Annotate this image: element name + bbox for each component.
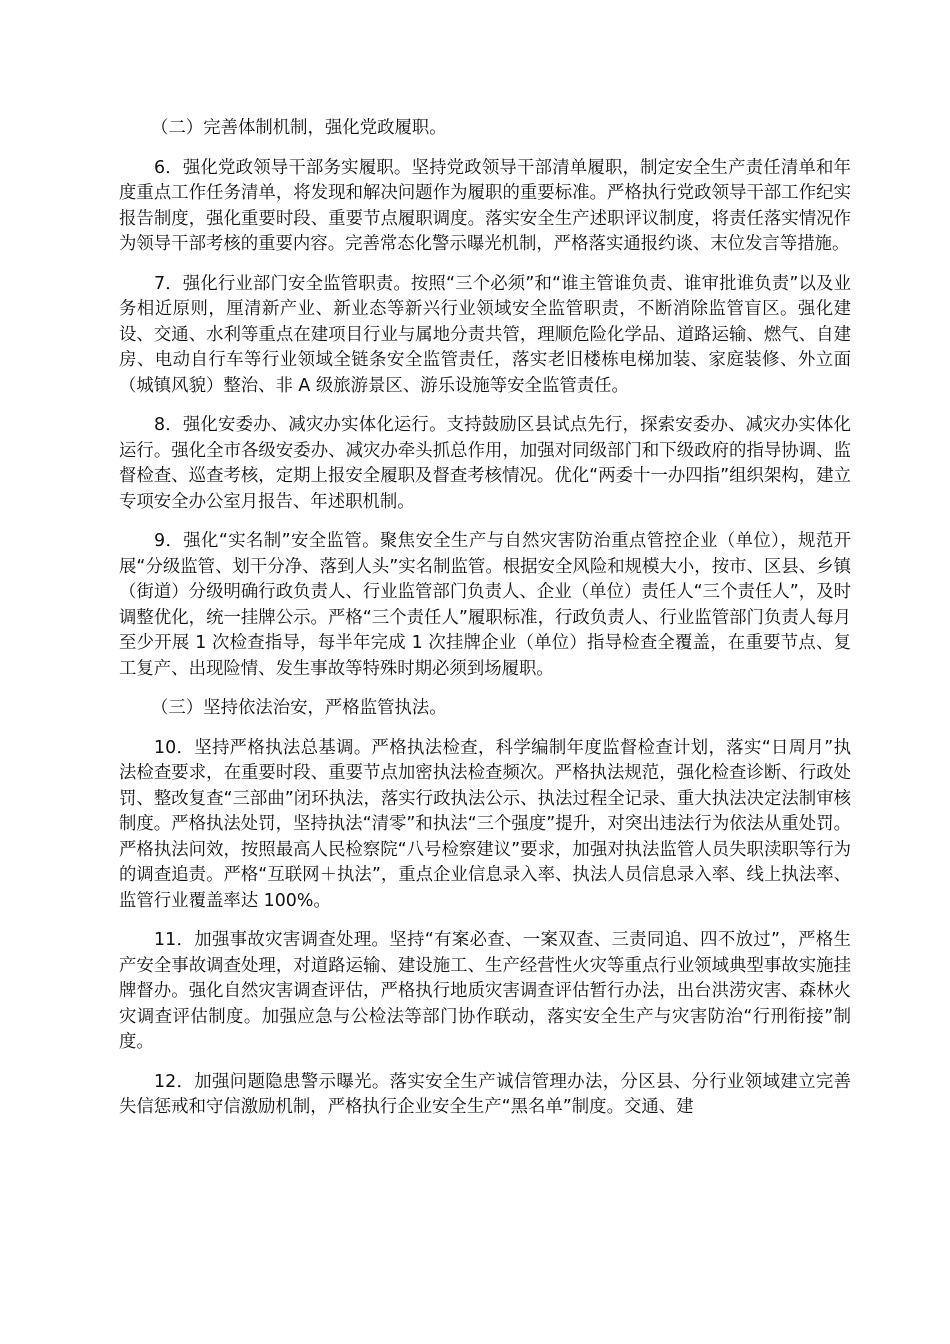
paragraph-8: 8．强化安委办、减灾办实体化运行。支持鼓励区县试点先行，探索安委办、减灾办实体化运行。强化全市各级安委办、减灾办牵头抓总作用，加强对同级部门和下级政府的指导协调、监督检查、巡查考核，定期上报安全履职及督查考核情况。优化“两委十一办四指”组织架构，建立专项安全办公室月报告、年述职机制。 — [119, 415, 851, 512]
paragraph-12: 12．加强问题隐患警示曝光。落实安全生产诚信管理办法，分区县、分行业领域建立完善失信惩戒和守信激励机制，严格执行企业安全生产“黑名单”制度。交通、建 — [119, 1071, 851, 1117]
paragraph-6: 6．强化党政领导干部务实履职。坚持党政领导干部清单履职，制定安全生产责任清单和年度重点工作任务清单，将发现和解决问题作为履职的重要标准。严格执行党政领导干部工作纪实报告制度，强化重要时段、重要节点履职调度。落实安全生产述职评议制度，将责任落实情况作为领导干部考核的重要内容。完善常态化警示曝光机制，严格落实通报约谈、末位发言等措施。 — [119, 157, 851, 254]
section-heading-2: （二）完善体制机制，强化党政履职。 — [151, 118, 447, 138]
paragraph-9: 9．强化“实名制”安全监管。聚焦安全生产与自然灾害防治重点管控企业（单位），规范开展“分级监管、划干分净、落到人头”实名制监管。根据安全风险和规模大小，按市、区县、乡镇（街道）分级明确行政负责人、行业监管部门负责人、企业（单位）责任人“三个责任人”，及时调整优化，统一挂牌公示。严格“三个责任人”履职标准，行政负责人、行业监管部门负责人每月至少开展 1 次检查指导，每半年完成 1 次挂牌企业（单位）指导检查全覆盖，在重要节点、复工复产、出现险情、发生事故等特殊时期必须到场履职。 — [119, 531, 851, 679]
document-page — [119, 116, 851, 1135]
paragraph-10: 10．坚持严格执法总基调。严格执法检查，科学编制年度监督检查计划，落实“日周月”执法检查要求，在重要时段、重要节点加密执法检查频次。严格执法规范，强化检查诊断、行政处罚、整改复查“三部曲”闭环执法，落实行政执法公示、执法过程全记录、重大执法决定法制审核制度。严格执法处罚，坚持执法“清零”和执法“三个强度”提升，对突出违法行为依法从重处罚。严格执法问效，按照最高人民检察院“八号检察建议”要求，加强对执法监管人员失职渎职等行为的调查追责。严格“互联网＋执法”，重点企业信息录入率、执法人员信息录入率、线上执法率、监管行业覆盖率达 100%。 — [119, 737, 851, 911]
section-heading-3: （三）坚持依法治安，严格监管执法。 — [151, 698, 447, 718]
paragraph-11: 11．加强事故灾害调查处理。坚持“有案必查、一案双查、三责同追、四不放过”，严格生产安全事故调查处理，对道路运输、建设施工、生产经营性火灾等重点行业领域典型事故实施挂牌督办。强化自然灾害调查评估，严格执行地质灾害调查评估暂行办法，出台洪涝灾害、森林火灾调查评估制度。加强应急与公检法等部门协作联动，落实安全生产与灾害防治“行刑衔接”制度。 — [119, 930, 851, 1052]
paragraph-7: 7．强化行业部门安全监管职责。按照“三个必须”和“谁主管谁负责、谁审批谁负责”以及业务相近原则，厘清新产业、新业态等新兴行业领域安全监管职责，不断消除监管盲区。强化建设、交通、水利等重点在建项目行业与属地分责共管，理顺危险化学品、道路运输、燃气、自建房、电动自行车等行业领域全链条安全监管责任，落实老旧楼栋电梯加装、家庭装修、外立面（城镇风貌）整治、非 A 级旅游景区、游乐设施等安全监管责任。 — [119, 273, 851, 396]
